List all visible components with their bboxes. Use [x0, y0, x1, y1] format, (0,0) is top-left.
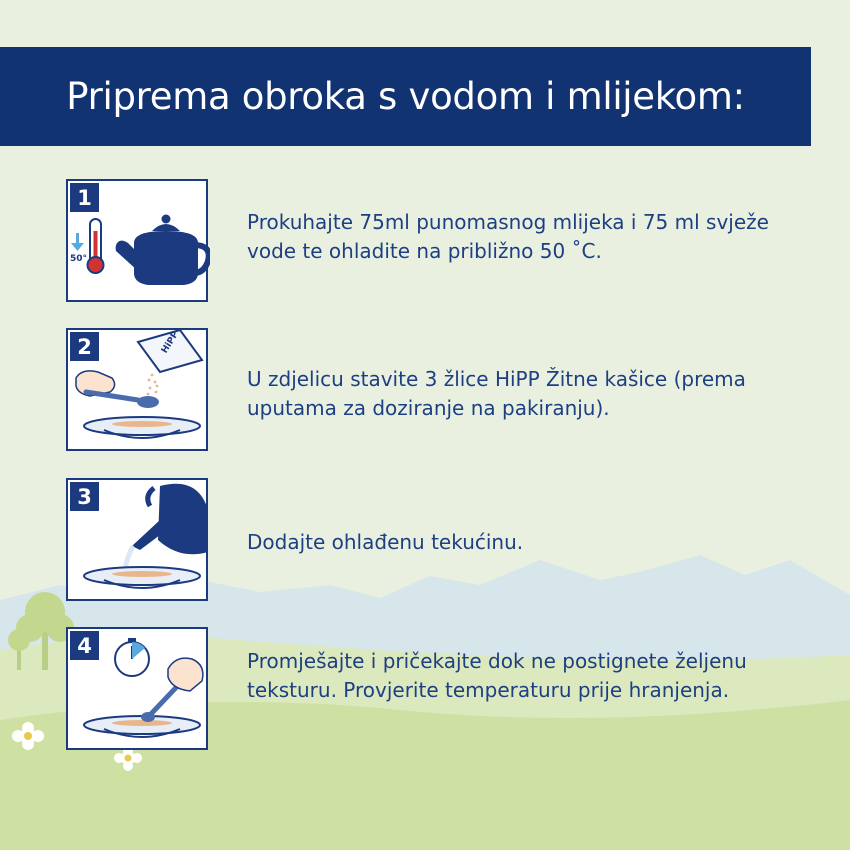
- step-1-illustration: [66, 179, 208, 302]
- step-4-illustration: [66, 627, 208, 750]
- thermometer-icon: [88, 219, 104, 273]
- step-2-illustration: [66, 328, 208, 451]
- step-4: [66, 627, 208, 750]
- step-number: 2: [70, 332, 99, 361]
- step-number: 1: [70, 183, 99, 212]
- step-1-text: Prokuhajte 75ml punomasnog mlijeka i 75 ml svježe vode te ohladite na približno 50 ˚C.: [247, 210, 769, 263]
- title-banner: [0, 47, 811, 146]
- arrow-down-icon: [71, 233, 84, 251]
- step-3-illustration: [66, 478, 208, 601]
- step-2-text: U zdjelicu stavite 3 žlice HiPP Žitne kašice (prema uputama za doziranje na pakiranju).: [247, 367, 746, 420]
- teapot-pouring-icon: [132, 484, 208, 555]
- teapot-icon: [116, 215, 209, 286]
- step-2: [66, 328, 208, 451]
- temperature-label: 50°: [70, 254, 88, 264]
- step-3: [66, 478, 208, 601]
- page-title: Priprema obroka s vodom i mlijekom:: [66, 75, 745, 118]
- hand-icon: [168, 658, 203, 691]
- step-4-text: Promješajte i pričekajte dok ne postignete željenu teksturu. Provjerite temperaturu prije hranjenja.: [247, 649, 747, 702]
- bowl-icon: [84, 567, 200, 588]
- bowl-icon: [84, 417, 200, 438]
- step-3-text: Dodajte ohlađenu tekućinu.: [247, 530, 524, 554]
- step-number: 4: [70, 631, 99, 660]
- stopwatch-icon: [115, 638, 149, 676]
- step-number: 3: [70, 482, 99, 511]
- package-logo: HiPP: [160, 329, 182, 356]
- step-1: [66, 179, 208, 302]
